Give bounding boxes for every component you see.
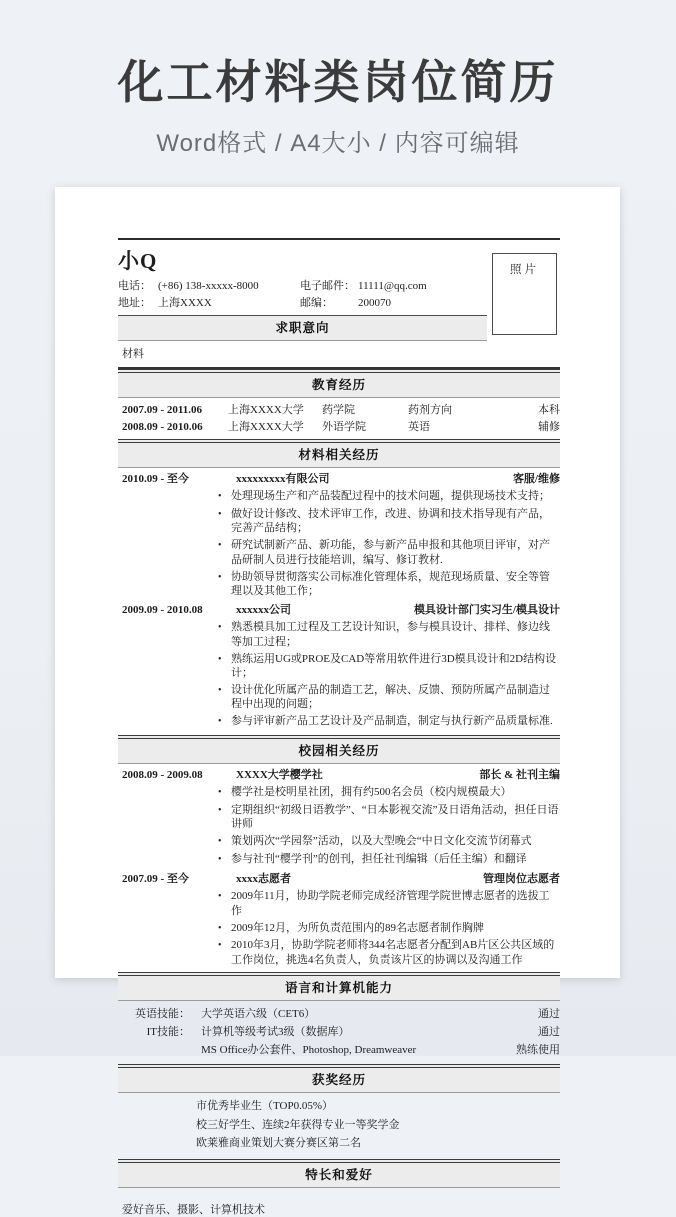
bullet-item xyxy=(218,834,560,849)
job-bullets xyxy=(118,489,560,598)
bullet-dot xyxy=(218,803,231,832)
skill-row xyxy=(118,1005,560,1023)
section-header-campus: 校园相关经历 xyxy=(118,735,560,764)
skill-row xyxy=(118,1041,560,1059)
bullet-text: 设计优化所属产品的制造工艺，解决、反馈、预防所属产品制造过程中出现的问题； xyxy=(231,683,550,711)
campus-bullets xyxy=(118,785,560,868)
bullet-item xyxy=(218,921,560,936)
bullet-item xyxy=(218,852,560,867)
bullet-text: 樱学社是校明星社团，拥有约500名会员（校内规模最大） xyxy=(231,785,512,798)
bullet-dot xyxy=(218,507,231,536)
skill-status: 熟练使用 xyxy=(516,1044,560,1057)
job-header xyxy=(118,603,560,617)
resume-content xyxy=(55,187,620,1217)
edu-major: 药剂方向 xyxy=(408,404,452,416)
hobbies-value: 爱好音乐、摄影、计算机技术 xyxy=(122,1203,265,1216)
bullet-item xyxy=(218,538,560,567)
bullet-text: 参与评审新产品工艺设计及产品制造，制定与执行新产品质量标准. xyxy=(231,715,553,728)
campus-header xyxy=(118,872,560,886)
bullet-item xyxy=(218,620,560,649)
bullet-item xyxy=(218,803,560,832)
address-label: 地址： xyxy=(118,296,151,309)
email-label: 电子邮件： xyxy=(300,280,355,292)
job-role: 客服/维修 xyxy=(512,473,560,485)
bullet-dot xyxy=(218,714,231,729)
skill-value: 大学英语六级（CET6） xyxy=(201,1008,316,1021)
bullet-text: 参与社刊“樱学刊”的创刊，担任社刊编辑（后任主编）和翻译 xyxy=(231,852,527,865)
zip-value: 200070 xyxy=(358,296,391,309)
award-item: 校三好学生、连续2年获得专业一等奖学金 xyxy=(196,1118,400,1131)
poster-title: 化工材料类岗位简历 xyxy=(117,56,559,108)
bullet-dot xyxy=(218,921,231,936)
phone-value: (+86) 138-xxxxx-8000 xyxy=(158,280,259,292)
section-header-skills: 语言和计算机能力 xyxy=(118,972,560,1001)
bullet-item xyxy=(218,683,560,712)
edu-college: 外语学院 xyxy=(322,421,366,433)
section-header-awards: 获奖经历 xyxy=(118,1064,560,1093)
bullet-text: 2009年12月，为所负责范围内的89名志愿者制作胸牌 xyxy=(231,921,484,934)
bullet-dot xyxy=(218,889,231,918)
phone-label: 电话： xyxy=(118,280,151,292)
job-period: 2010.09 - 至今 xyxy=(122,473,189,485)
awards-list xyxy=(118,1097,560,1153)
bullet-dot xyxy=(218,683,231,712)
bullet-item xyxy=(218,714,560,729)
bullet-text: 研究试制新产品、新功能，参与新产品申报和其他项目评审，对产品研制人员进行技能培训，编写、修订教材. xyxy=(231,539,550,566)
section-header-education: 教育经历 xyxy=(118,369,560,398)
edu-school: 上海XXXX大学 xyxy=(228,404,304,416)
bullet-dot xyxy=(218,489,231,504)
bullet-item xyxy=(218,570,560,599)
resume-page xyxy=(55,187,620,1216)
edu-major: 英语 xyxy=(408,421,430,433)
skill-value: MS Office办公套件、Photoshop, Dreamweaver xyxy=(201,1044,417,1057)
bullet-text: 2010年3月，协助学院老师将344名志愿者分配到AB片区公共区域的工作岗位，挑选4名负责人，负责该片区的协调以及沟通工作 xyxy=(231,939,555,966)
bullet-dot xyxy=(218,785,231,800)
award-item: 市优秀毕业生（TOP0.05%） xyxy=(196,1100,333,1113)
bullet-dot xyxy=(218,620,231,649)
bullet-item xyxy=(218,889,560,918)
edu-period: 2008.09 - 2010.06 xyxy=(122,421,203,433)
candidate-name: 小Q xyxy=(118,249,158,273)
education-row xyxy=(118,418,560,435)
skill-status: 通过 xyxy=(538,1026,560,1039)
bullet-text: 策划两次“学园祭”活动，以及大型晚会“中日文化交流节闭幕式 xyxy=(231,834,532,847)
job-org: xxxxxxxxx有限公司 xyxy=(236,473,330,485)
skill-status: 通过 xyxy=(538,1008,560,1021)
campus-period: 2008.09 - 2009.08 xyxy=(122,768,203,781)
edu-period: 2007.09 - 2011.06 xyxy=(122,404,203,416)
skill-value: 计算机等级考试3级（数据库） xyxy=(201,1026,350,1039)
skill-label: IT技能： xyxy=(146,1026,190,1039)
campus-period: 2007.09 - 至今 xyxy=(122,873,189,886)
skills-table xyxy=(118,1005,560,1059)
bullet-text: 熟悉模具加工过程及工艺设计知识，参与模具设计、排样、修边线等加工过程； xyxy=(231,621,550,648)
job-bullets xyxy=(118,620,560,729)
campus-org: xxxx志愿者 xyxy=(236,873,291,886)
campus-header xyxy=(118,768,560,782)
bullet-text: 处理现场生产和产品装配过程中的技术问题，提供现场技术支持； xyxy=(231,490,550,502)
bullet-text: 熟练运用UG或PROE及CAD等常用软件进行3D模具设计和2D结构设计； xyxy=(231,652,557,680)
edu-school: 上海XXXX大学 xyxy=(228,421,304,433)
zip-label: 邮编： xyxy=(300,296,333,309)
skill-label xyxy=(118,1041,190,1059)
photo-placeholder xyxy=(492,253,557,335)
promo-banner xyxy=(0,0,676,158)
campus-org: XXXX大学樱学社 xyxy=(236,768,323,781)
job-role: 模具设计部门实习生/模具设计 xyxy=(413,604,560,617)
job-period: 2009.09 - 2010.08 xyxy=(122,604,203,617)
edu-college: 药学院 xyxy=(322,404,355,416)
award-item: 欧莱雅商业策划大赛分赛区第二名 xyxy=(196,1137,361,1150)
edu-degree: 本科 xyxy=(538,404,560,416)
edu-degree: 辅修 xyxy=(538,421,560,433)
bullet-item xyxy=(218,489,560,504)
section-header-hobbies: 特长和爱好 xyxy=(118,1159,560,1188)
poster-subtitle: Word格式 / A4大小 / 内容可编辑 xyxy=(156,130,520,157)
bullet-dot xyxy=(218,834,231,849)
campus-bullets xyxy=(118,889,560,967)
bullet-dot xyxy=(218,570,231,599)
photo-label: 照片 xyxy=(510,264,539,276)
bullet-text: 做好设计修改、技术评审工作，改进、协调和技术指导现有产品，完善产品结构； xyxy=(231,507,550,535)
job-org: xxxxxx公司 xyxy=(236,604,291,617)
bullet-item xyxy=(218,507,560,536)
job-header xyxy=(118,472,560,486)
bullet-item xyxy=(218,938,560,967)
education-row xyxy=(118,401,560,418)
bullet-item xyxy=(218,652,560,681)
bullet-item xyxy=(218,785,560,800)
section-header-objective: 求职意向 xyxy=(118,315,487,341)
section-header-work: 材料相关经历 xyxy=(118,439,560,468)
education-table xyxy=(118,401,560,435)
skill-label: 英语技能： xyxy=(135,1008,190,1021)
address-value: 上海XXXX xyxy=(158,296,212,309)
campus-role: 部长 & 社刊主编 xyxy=(479,768,560,781)
email-value: 11111@qq.com xyxy=(358,280,427,292)
bullet-text: 2009年11月，协助学院老师完成经济管理学院世博志愿者的选拔工作 xyxy=(231,890,550,917)
campus-role: 管理岗位志愿者 xyxy=(483,873,560,886)
objective-value: 材料 xyxy=(122,348,144,360)
bullet-dot xyxy=(218,652,231,681)
bullet-dot xyxy=(218,852,231,867)
bullet-text: 定期组织“初级日语教学”、“日本影视交流”及日语角活动，担任日语讲师 xyxy=(231,803,559,830)
skill-row xyxy=(118,1023,560,1041)
bullet-text: 协助领导贯彻落实公司标准化管理体系，规范现场质量、安全等管理以及其他工作； xyxy=(231,570,550,597)
bullet-dot xyxy=(218,938,231,967)
bullet-dot xyxy=(218,538,231,567)
